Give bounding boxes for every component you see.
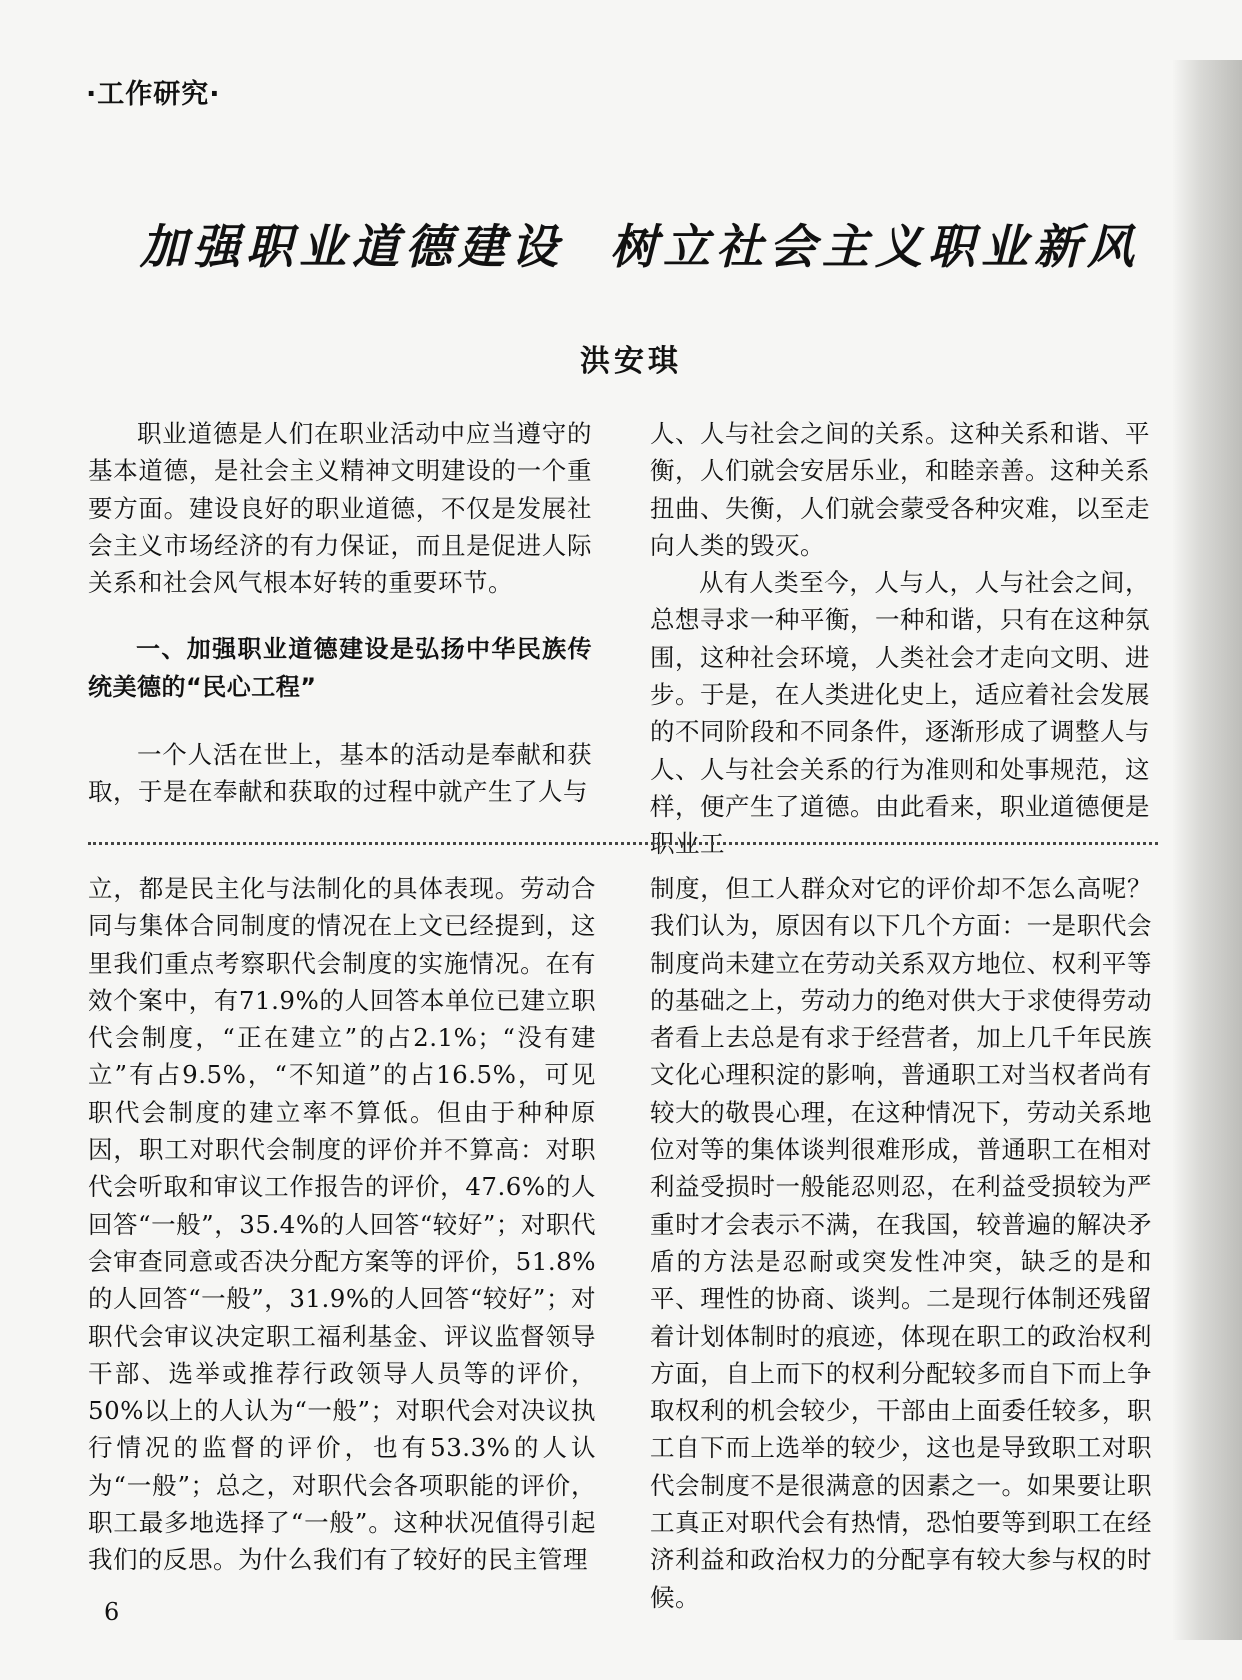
article-title (140, 210, 1140, 277)
paragraph: 一个人活在世上，基本的活动是奉献和获取，于是在奉献和获取的过程中就产生了人与 (88, 740, 592, 807)
intro-paragraph: 职业道德是人们在职业活动中应当遵守的基本道德，是社会主义精神文明建设的一个重要方面。建设良好的职业道德，不仅是发展社会主义市场经济的有力保证，而且是促进人际关系和社会风气根本好转的重要环节。 (88, 419, 592, 598)
upper-right-column (650, 415, 1150, 863)
upper-left-column (88, 415, 592, 811)
dotted-divider (88, 842, 1158, 845)
lower-right-column (650, 870, 1152, 1616)
section-heading: 一、加强职业道德建设是弘扬中华民族传统美德的“民心工程” (88, 635, 592, 701)
paragraph: 立，都是民主化与法制化的具体表现。劳动合同与集体合同制度的情况在上文已经提到，这里我们重点考察职代会制度的实施情况。在有效个案中，有71.9%的人回答本单位已建立职代会制度，“正在建立”的占2.1%；“没有建立”有占9.5%，“不知道”的占16.5%，可见职代会制度的建立率不算低。但由于种种原因，职工对职代会制度的评价并不算高：对职代会听取和审议工作报告的评价，47.6%的人回答“一般”，35.4%的人回答“较好”；对职代会审查同意或否决分配方案等的评价，51.8%的人回答“一般”，31.9%的人回答“较好”；对职代会审议决定职工福利基金、评议监督领导干部、选举或推荐行政领导人员等的评价，50%以上的人认为“一般”；对职代会对决议执行情况的监督的评价，也有53.3%的人认为“一般”；总之，对职代会各项职能的评价，职工最多地选择了“一般”。这种状况值得引起我们的反思。为什么我们有了较好的民主管理 (88, 874, 596, 1575)
lower-left-column (88, 870, 596, 1579)
paragraph: 人、人与社会之间的关系。这种关系和谐、平衡，人们就会安居乐业，和睦亲善。这种关系扭曲、失衡，人们就会蒙受各种灾难，以至走向人类的毁灭。 (650, 419, 1150, 560)
article-author: 洪安琪 (580, 344, 682, 379)
paragraph: 制度，但工人群众对它的评价却不怎么高呢？我们认为，原因有以下几个方面：一是职代会制度尚未建立在劳动关系双方地位、权利平等的基础之上，劳动力的绝对供大于求使得劳动者看上去总是有求于经营者，加上几千年民族文化心理积淀的影响，普通职工对当权者尚有较大的敬畏心理，在这种情况下，劳动关系地位对等的集体谈判很难形成，普通职工在相对利益受损时一般能忍则忍，在利益受损较为严重时才会表示不满，在我国，较普遍的解决矛盾的方法是忍耐或突发性冲突，缺乏的是和平、理性的协商、谈判。二是现行体制还残留着计划体制时的痕迹，体现在职工的政治权利方面，自上而下的权利分配较多而自下而上争取权利的机会较少，干部由上面委任较多，职工自下而上选举的较少，这也是导致职工对职代会制度不是很满意的因素之一。如果要让职工真正对职代会有热情，恐怕要等到职工在经济利益和政治权力的分配享有较大参与权的时候。 (650, 874, 1152, 1612)
page-number: 6 (104, 1598, 120, 1626)
paragraph: 从有人类至今，人与人，人与社会之间，总想寻求一种平衡，一种和谐，只有在这种氛围，这种社会环境，人类社会才走向文明、进步。于是，在人类进化史上，适应着社会发展的不同阶段和不同条件，逐渐形成了调整人与人、人与社会关系的行为准则和处事规范，这样，便产生了道德。由此看来，职业道德便是职业工 (650, 568, 1150, 859)
title-part-1: 加强职业道德建设 (140, 220, 564, 275)
adjacent-page-edge (1172, 60, 1242, 1640)
title-part-2: 树立社会主义职业新风 (610, 220, 1140, 275)
section-tag: ·工作研究· (86, 79, 221, 110)
